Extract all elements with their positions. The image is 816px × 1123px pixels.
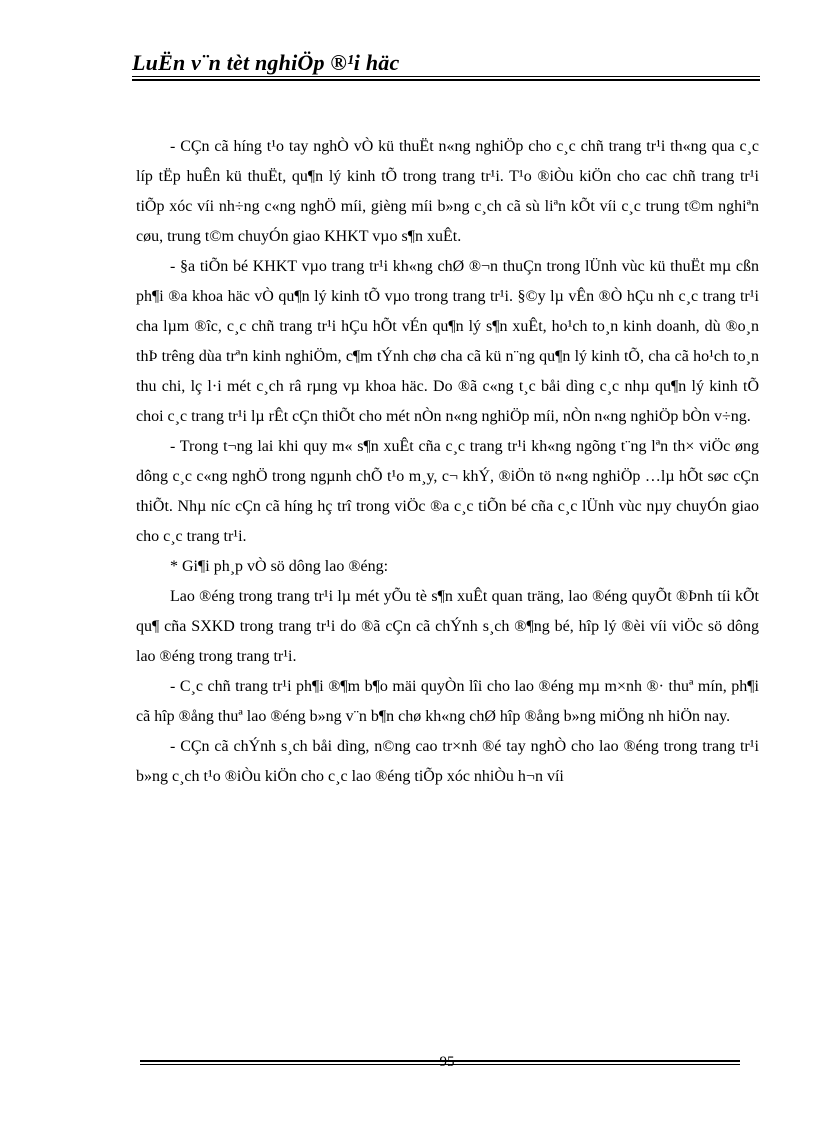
header-rule-thick (132, 79, 760, 81)
paragraph-2: - §a tiÕn bé KHKT vµo trang tr¹i kh«ng chØ ®¬n thuÇn trong lÜnh vùc kü thuËt mµ cßn ph¶i ®a khoa häc vÒ qu¶n lý kinh tÕ vµo trong trang tr¹i. §©y lµ vÊn ®Ò hÇu nh c¸c trang tr¹i cha lµm ®îc, c¸c chñ trang tr¹i hÇu hÕt vÉn qu¶n lý s¶n xuÊt, ho¹ch to¸n kinh doanh, dù ®o¸n thÞ trêng dùa trªn kinh nghiÖm, c¶m tÝnh chø cha cã kü n¨ng qu¶n lý kinh tÕ, cha cã ho¹ch to¸n thu chi, lç l·i mét c¸ch râ rµng vµ khoa häc. Do ®ã c«ng t¸c båi dìng c¸c nhµ qu¶n lý kinh tÕ choi c¸c trang tr¹i lµ rÊt cÇn thiÕt cho mét nÒn n«ng nghiÖp míi, nÒn n«ng nghiÖp bÒn v÷ng. (136, 258, 759, 425)
section-heading-labor: * Gi¶i ph¸p vÒ sö dông lao ®éng: (170, 558, 389, 575)
header-title: LuËn v¨n tèt nghiÖp ®¹i häc (132, 50, 400, 75)
paragraph-3: - Trong t¬ng lai khi quy m« s¶n xuÊt cña c¸c trang tr¹i kh«ng ngõng t¨ng lªn th× viÖc øng dông c¸c c«ng nghÖ trong ngµnh chÕ t¹o m¸y, c¬ khÝ, ®iÖn tö n«ng nghiÖp …lµ hÕt søc cÇn thiÕt. Nhµ níc cÇn cã híng hç trî trong viÖc ®a c¸c tiÕn bé cña c¸c lÜnh vùc nµy chuyÓn giao cho c¸c trang tr¹i. (136, 438, 759, 545)
paragraph-6: - CÇn cã chÝnh s¸ch båi dìng, n©ng cao tr×nh ®é tay nghÒ cho lao ®éng trong trang tr¹i b»ng c¸ch t¹o ®iÒu kiÖn cho c¸c lao ®éng tiÕp xóc nhiÒu h¬n víi (136, 738, 759, 785)
paragraph-1: - CÇn cã híng t¹o tay nghÒ vÒ kü thuËt n«ng nghiÖp cho c¸c chñ trang tr¹i th«ng qua c¸c líp tËp huÊn kü thuËt, qu¶n lý kinh tÕ trong trang tr¹i. T¹o ®iÒu kiÖn cho cac chñ trang tr¹i tiÕp xóc víi nh÷ng c«ng nghÖ míi, gièng míi b»ng c¸ch cã sù liªn kÕt víi c¸c trung t©m nghiªn cøu, trung t©m chuyÓn giao KHKT vµo s¶n xuÊt. (136, 138, 759, 245)
paragraph-5: - C¸c chñ trang tr¹i ph¶i ®¶m b¶o mäi quyÒn lîi cho lao ®éng mµ m×nh ®· thuª mín, ph¶i cã hîp ®ång thuª lao ®éng b»ng v¨n b¶n chø kh«ng chØ hîp ®ång b»ng miÖng nh hiÖn nay. (136, 678, 759, 725)
page-footer (140, 1052, 740, 1076)
page-number: 95 (439, 1054, 455, 1070)
header-rule-thin (132, 76, 760, 77)
running-header (132, 50, 762, 80)
body-text (136, 132, 759, 792)
paragraph-4: Lao ®éng trong trang tr¹i lµ mét yÕu tè s¶n xuÊt quan träng, lao ®éng quyÕt ®Þnh tíi kÕt qu¶ cña SXKD trong trang tr¹i do ®ã cÇn cã chÝnh s¸ch ®¶ng bé, hîp lý ®èi víi viÖc sö dông lao ®éng trong trang tr¹i. (136, 588, 759, 665)
